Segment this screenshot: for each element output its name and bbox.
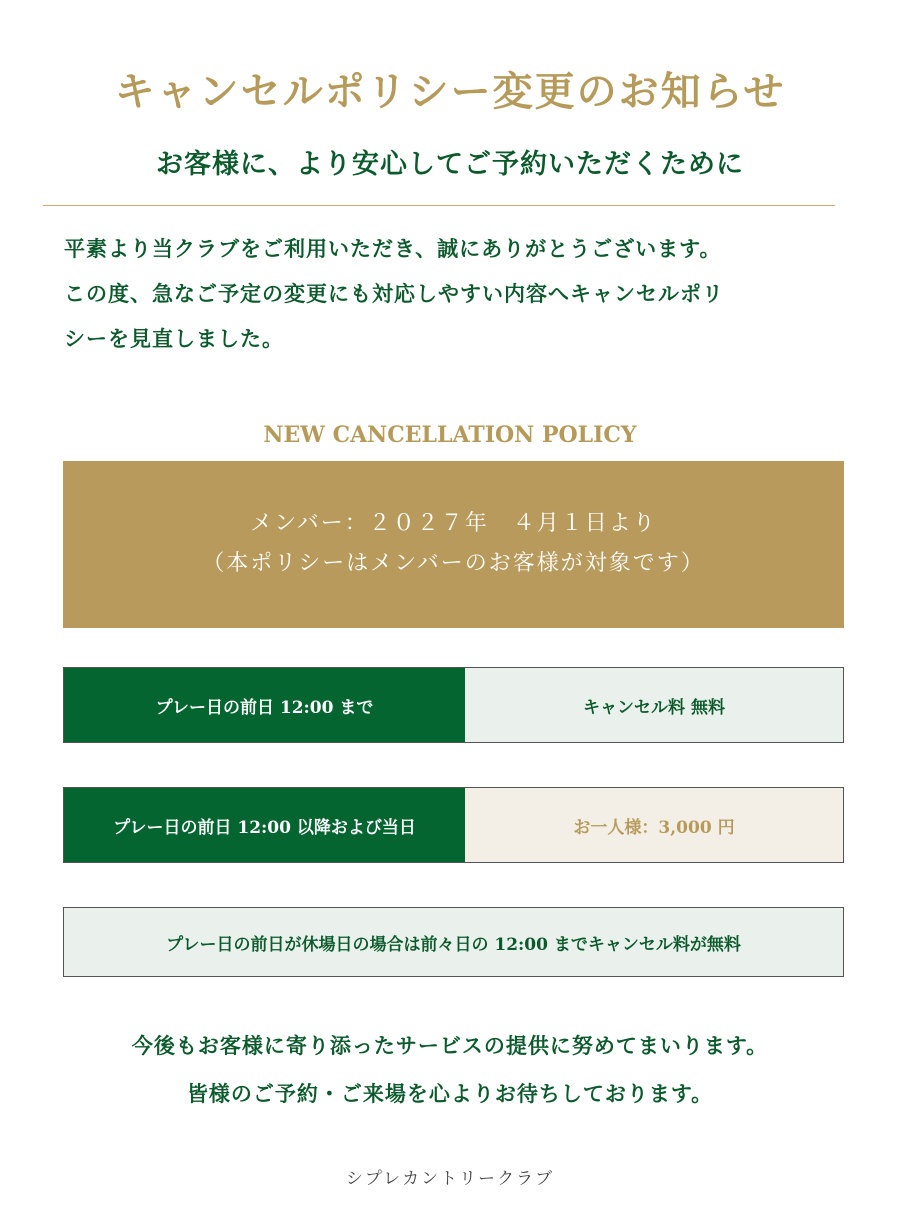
closing-message <box>0 1022 900 1118</box>
policy-row <box>63 787 844 863</box>
intro-line: 平素より当クラブをご利用いただき、誠にありがとうございます。 <box>64 236 722 261</box>
page-title: キャンセルポリシー変更のお知らせ <box>114 68 786 115</box>
policy-condition: プレー日の前日 12:00 まで <box>64 668 465 742</box>
closing-line: 皆様のご予約・ご来場を心よりお待ちしております。 <box>186 1081 714 1106</box>
club-name: シプレカントリークラブ <box>345 1169 555 1189</box>
intro-line: この度、急なご予定の変更にも対応しやすい内容へキャンセルポリ <box>64 281 724 306</box>
policy-condition: プレー日の前日 12:00 以降および当日 <box>64 788 465 862</box>
policy-heading: NEW CANCELLATION POLICY <box>263 422 637 448</box>
holiday-note: プレー日の前日が休場日の場合は前々日の 12:00 までキャンセル料が無料 <box>63 907 844 977</box>
effective-date-banner <box>63 461 844 628</box>
banner-date-line: メンバー：２０２７年 ４月１日より <box>250 511 657 536</box>
policy-row <box>63 667 844 743</box>
closing-line: 今後もお客様に寄り添ったサービスの提供に努めてまいります。 <box>131 1033 769 1058</box>
policy-fee: キャンセル料 無料 <box>465 668 843 742</box>
banner-target-line: （本ポリシーはメンバーのお客様が対象です） <box>202 551 705 576</box>
divider <box>43 205 835 206</box>
policy-fee: お一人様：3,000 円 <box>465 788 843 862</box>
intro-paragraph <box>64 226 844 361</box>
page-subtitle: お客様に、より安心してご予約いただくために <box>156 149 744 180</box>
intro-line: シーを見直しました。 <box>64 326 284 351</box>
